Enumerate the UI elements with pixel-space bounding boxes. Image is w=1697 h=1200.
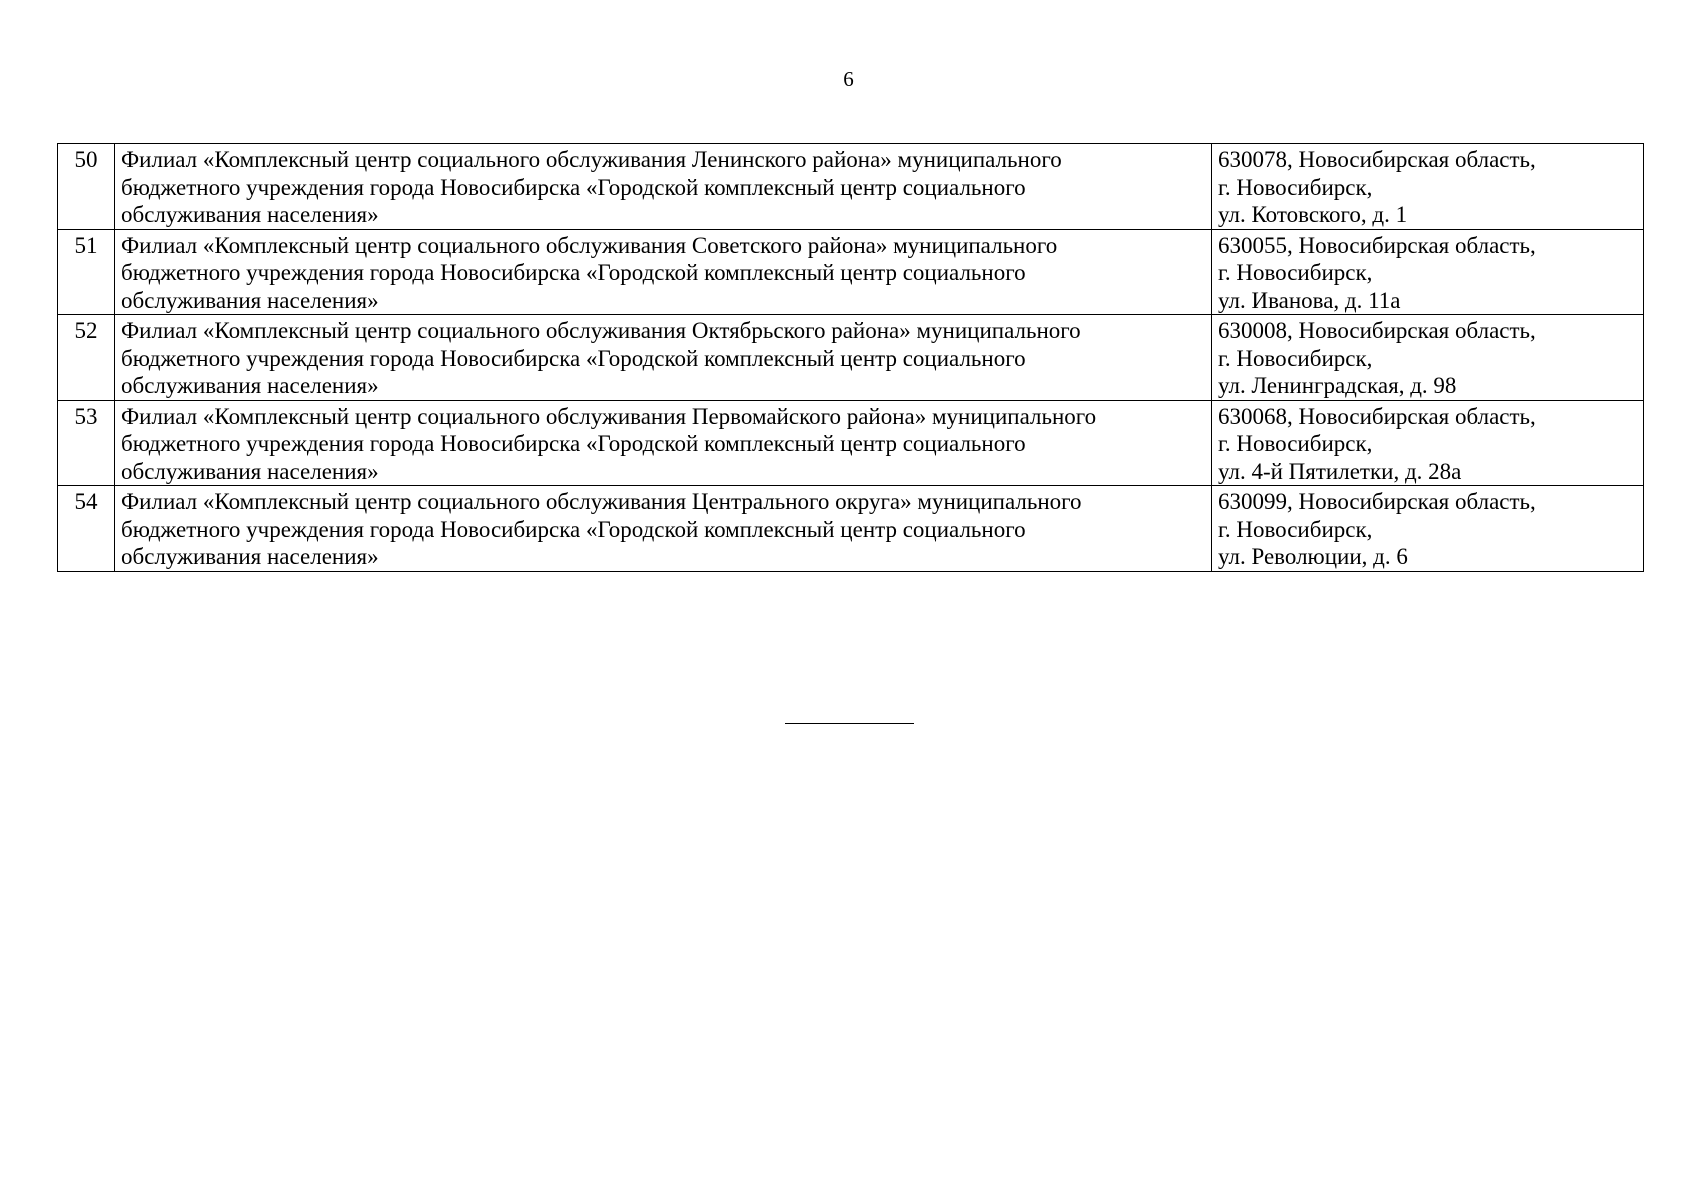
document-end-divider [785, 723, 914, 724]
table-row [58, 229, 1644, 315]
branches-table-body [58, 144, 1644, 572]
address-line: ул. Ленинградская, д. 98 [1218, 373, 1457, 398]
institution-name-line: бюджетного учреждения города Новосибирска «Городской комплексный центр социального [121, 174, 1026, 200]
institution-name-cell [115, 486, 1212, 572]
institution-name-line: Филиал «Комплексный центр социального обслуживания Октябрьского района» муниципального [121, 318, 1081, 343]
institution-name-cell [115, 229, 1212, 315]
address-cell [1212, 486, 1644, 572]
address-cell [1212, 144, 1644, 230]
institution-name-line: бюджетного учреждения города Новосибирска «Городской комплексный центр социального [121, 516, 1026, 542]
institution-name-line: обслуживания населения» [121, 458, 379, 484]
institution-name-line: обслуживания населения» [121, 373, 379, 398]
institution-name-line: Филиал «Комплексный центр социального обслуживания Советского района» муниципального [121, 232, 1058, 258]
address-line: г. Новосибирск, [1218, 174, 1373, 200]
table-row [58, 400, 1644, 486]
address-cell [1212, 400, 1644, 486]
address-line: г. Новосибирск, [1218, 516, 1373, 542]
institution-name-line: обслуживания населения» [121, 544, 379, 569]
address-line: ул. Революции, д. 6 [1218, 544, 1408, 569]
institution-name-line: обслуживания населения» [121, 202, 379, 227]
institution-name-cell [115, 315, 1212, 401]
institution-name-line: бюджетного учреждения города Новосибирска «Городской комплексный центр социального [121, 260, 1026, 285]
row-number-cell: 50 [58, 144, 115, 230]
address-line: 630055, Новосибирская область, [1218, 232, 1536, 258]
branches-table [57, 143, 1644, 572]
institution-name-line: Филиал «Комплексный центр социального обслуживания Первомайского района» муниципального [121, 403, 1097, 429]
table-row [58, 486, 1644, 572]
row-number-cell: 54 [58, 486, 115, 572]
address-line: г. Новосибирск, [1218, 345, 1373, 371]
address-cell [1212, 315, 1644, 401]
table-row [58, 144, 1644, 230]
address-line: ул. Иванова, д. 11а [1218, 287, 1401, 313]
address-cell [1212, 229, 1644, 315]
institution-name-line: Филиал «Комплексный центр социального обслуживания Ленинского района» муниципального [121, 147, 1062, 172]
institution-name-cell [115, 144, 1212, 230]
address-line: ул. 4-й Пятилетки, д. 28а [1218, 458, 1462, 484]
row-number-cell: 53 [58, 400, 115, 486]
table-row [58, 315, 1644, 401]
address-line: 630008, Новосибирская область, [1218, 318, 1536, 343]
institution-name-cell [115, 400, 1212, 486]
address-line: 630078, Новосибирская область, [1218, 147, 1536, 172]
address-line: г. Новосибирск, [1218, 260, 1373, 285]
institution-name-line: Филиал «Комплексный центр социального обслуживания Центрального округа» муниципального [121, 489, 1082, 514]
row-number-cell: 52 [58, 315, 115, 401]
page-number: 6 [843, 67, 854, 91]
address-line: 630068, Новосибирская область, [1218, 403, 1536, 429]
institution-name-line: бюджетного учреждения города Новосибирска «Городской комплексный центр социального [121, 345, 1026, 371]
institution-name-line: обслуживания населения» [121, 287, 379, 313]
address-line: г. Новосибирск, [1218, 431, 1373, 456]
row-number-cell: 51 [58, 229, 115, 315]
address-line: 630099, Новосибирская область, [1218, 489, 1536, 514]
address-line: ул. Котовского, д. 1 [1218, 202, 1408, 227]
institution-name-line: бюджетного учреждения города Новосибирска «Городской комплексный центр социального [121, 431, 1026, 456]
